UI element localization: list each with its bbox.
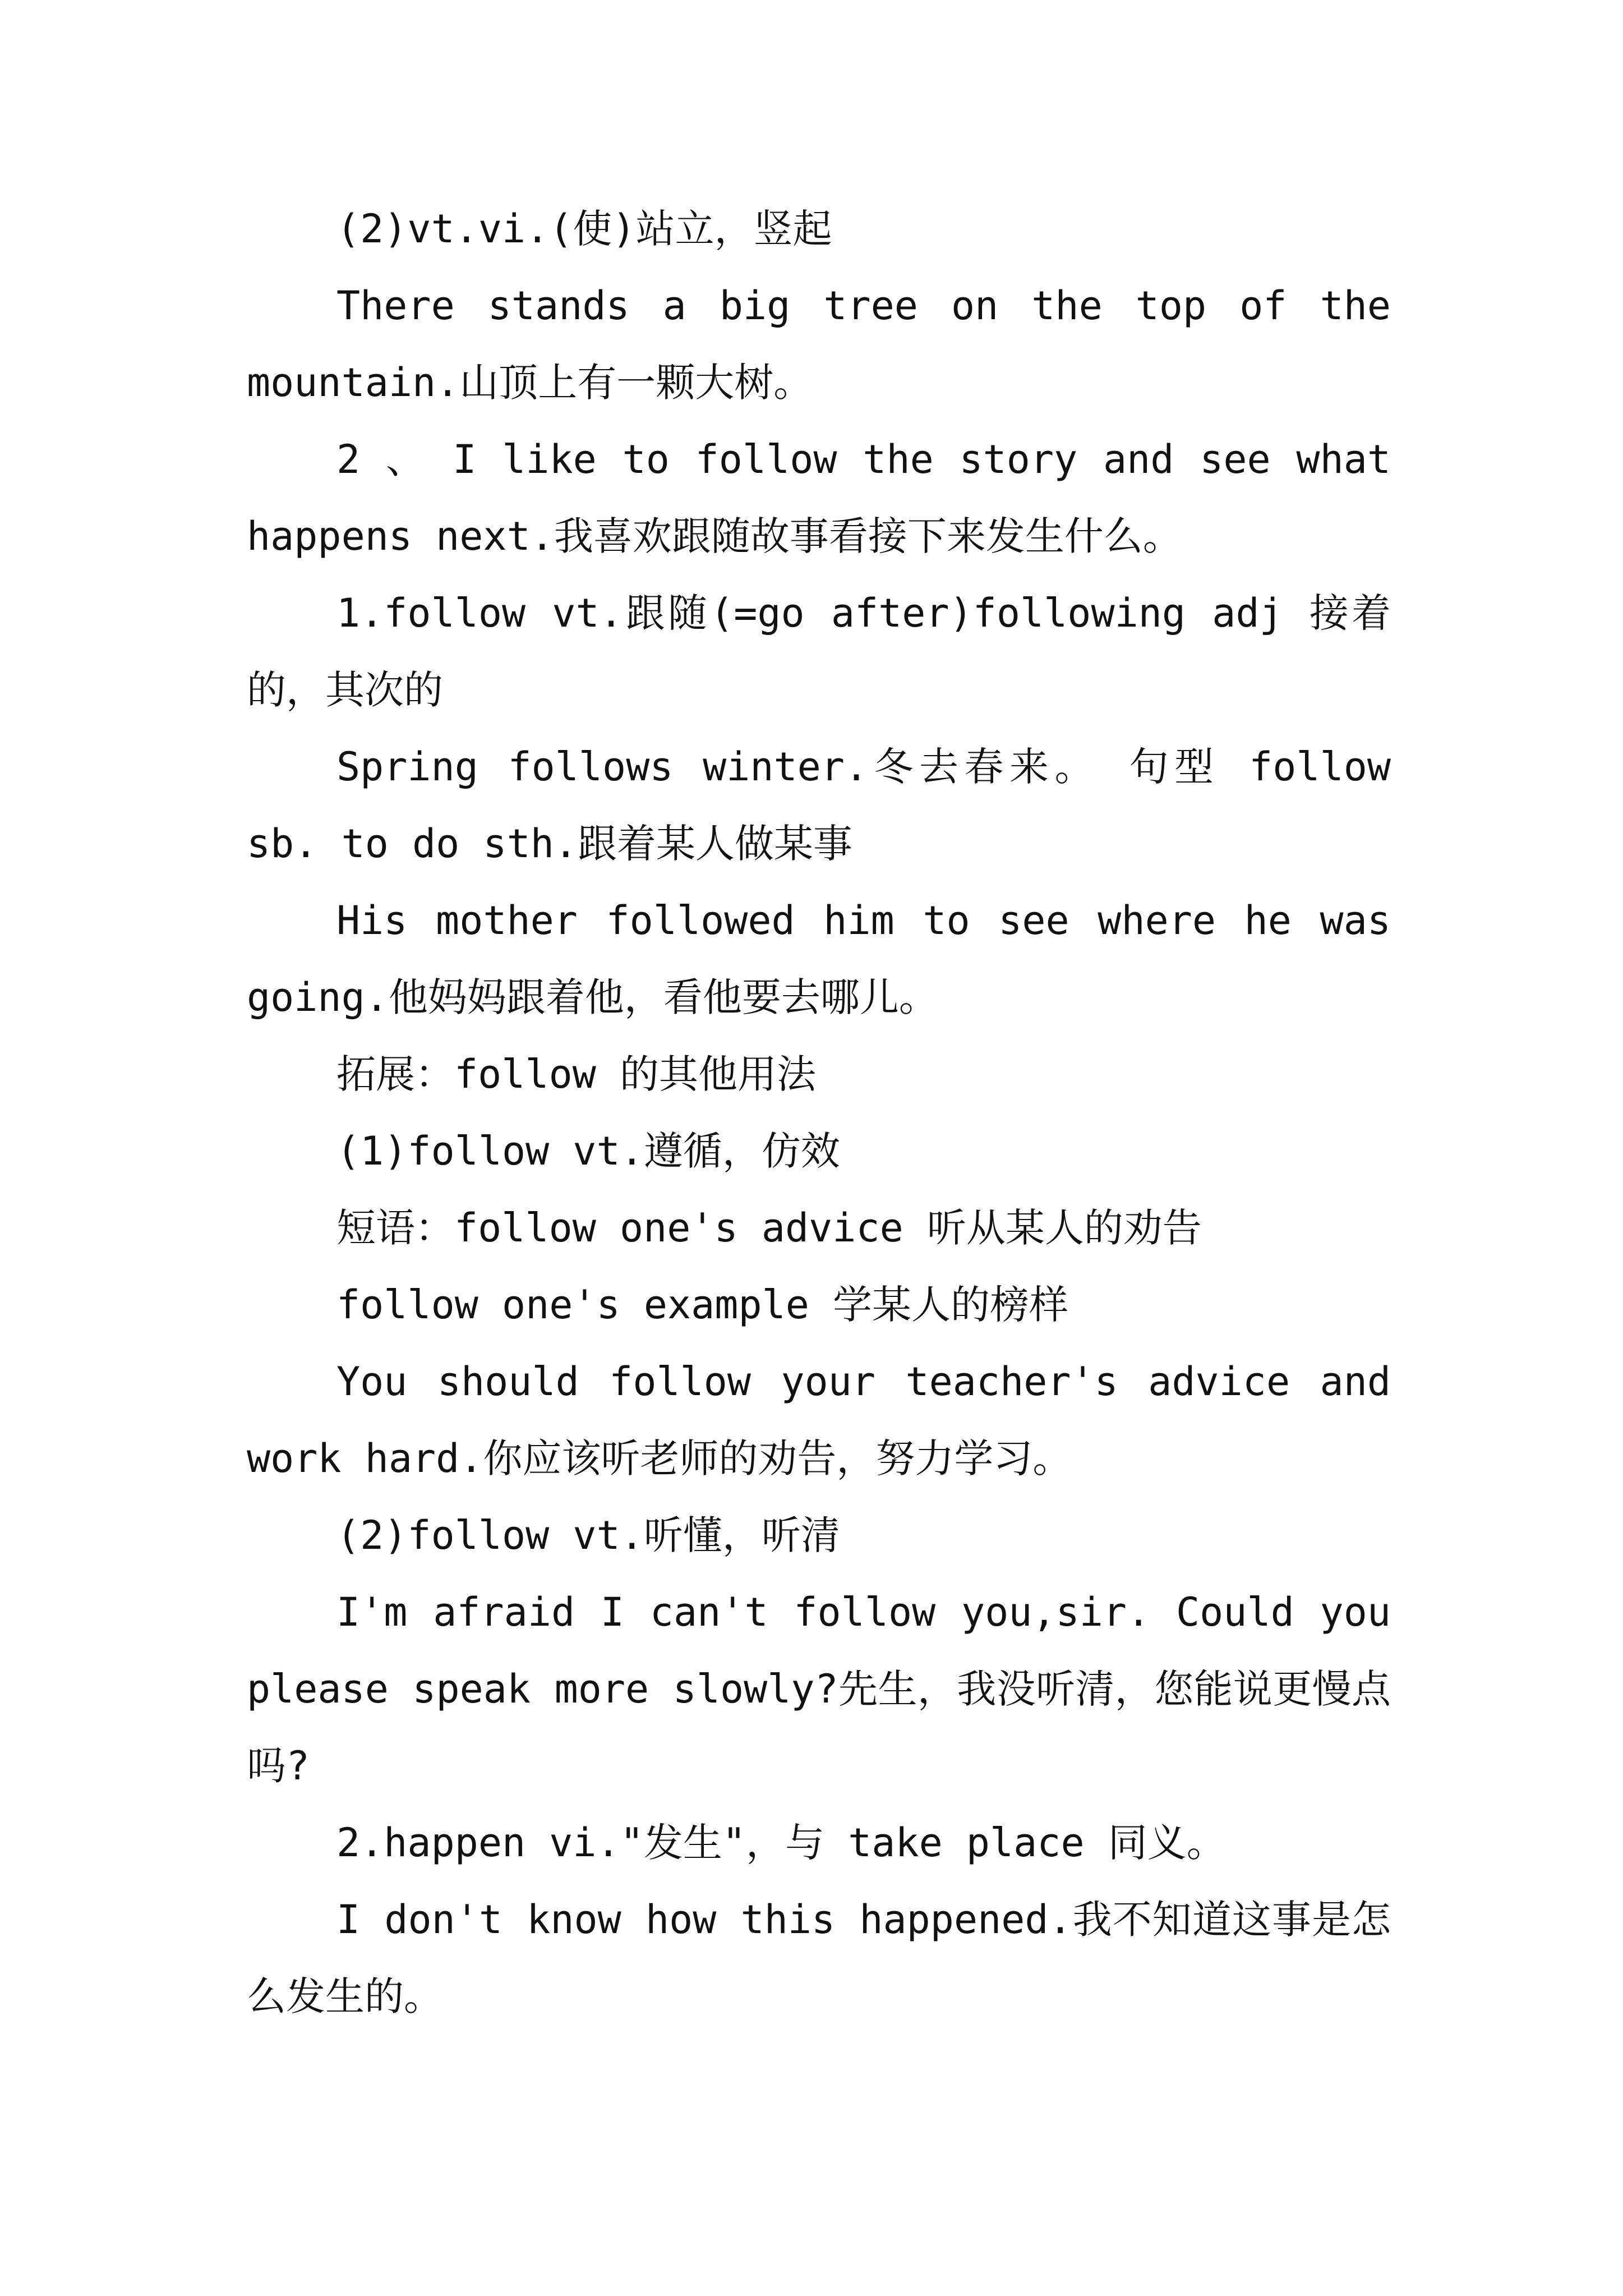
paragraph-extension-heading: 拓展：follow 的其他用法	[336, 1051, 817, 1097]
paragraph-happen-definition: 2.happen vi."发生"，与 take place 同义。	[336, 1820, 1226, 1866]
paragraph-example-tree: There stands a big tree on the top of the mountain.山顶上有一颗大树。	[247, 283, 1391, 406]
paragraph-vt-vi-stand: (2)vt.vi.(使)站立，竖起	[336, 206, 832, 252]
paragraph-follow-understand: (2)follow vt.听懂，听清	[336, 1512, 840, 1558]
paragraph-phrase-advice: 短语：follow one's advice 听从某人的劝告	[336, 1205, 1202, 1251]
paragraph-mother-followed: His mother followed him to see where he was going.他妈妈跟着他，看他要去哪儿。	[247, 898, 1391, 1020]
paragraph-phrase-example: follow one's example 学某人的榜样	[336, 1282, 1069, 1328]
paragraph-cant-follow-you: I'm afraid I can't follow you,sir. Could you please speak more slowly?先生，我没听清，您能说更慢点吗?	[247, 1589, 1391, 1789]
paragraph-follow-obey: (1)follow vt.遵循，仿效	[336, 1128, 840, 1174]
paragraph-teacher-advice: You should follow your teacher's advice and work hard.你应该听老师的劝告，努力学习。	[247, 1359, 1391, 1481]
document-body	[247, 191, 1391, 2035]
paragraph-follow-definition: 1.follow vt.跟随(=go after)following adj 接着的，其次的	[247, 590, 1391, 713]
paragraph-how-this-happened: I don't know how this happened.我不知道这事是怎么发生的。	[247, 1897, 1391, 2019]
paragraph-spring-follows-winter: Spring follows winter.冬去春来。 句型 follow sb. to do sth.跟着某人做某事	[247, 744, 1391, 867]
paragraph-sentence-2: 2 、 I like to follow the story and see what happens next.我喜欢跟随故事看接下来发生什么。	[247, 436, 1391, 559]
